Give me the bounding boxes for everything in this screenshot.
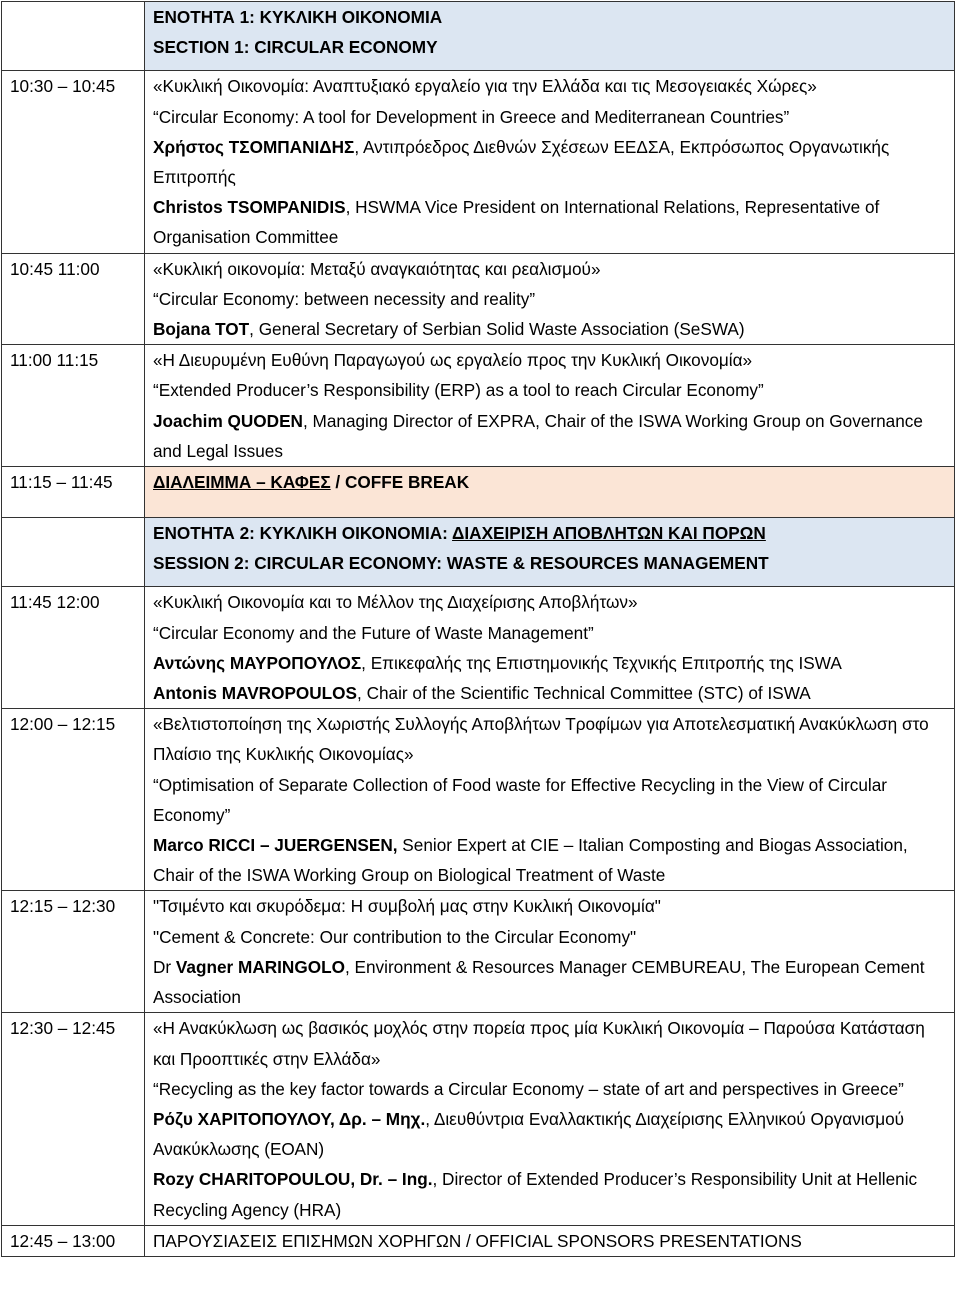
talk-title-gr: "Τσιμέντο και σκυρόδεμα: Η συμβολή μας στην Κυκλική Οικονομία"	[153, 896, 661, 917]
speaker-role: , Managing Director of EXPRA, Chair of the ISWA Working Group on Governance and Legal Issues	[153, 410, 923, 461]
speaker-prefix: Dr	[153, 956, 176, 977]
table-row	[2, 71, 955, 253]
table-row	[2, 345, 955, 467]
speaker-en	[153, 314, 946, 344]
talk-details	[145, 71, 955, 253]
talk-title-gr: «Κυκλική Οικονομία: Αναπτυξιακό εργαλείο για την Ελλάδα και τις Μεσογειακές Χώρες»	[153, 76, 817, 97]
talk-time: 10:45 11:00	[2, 253, 145, 345]
talk-time: 12:30 – 12:45	[2, 1013, 145, 1225]
talk-time: 12:00 – 12:15	[2, 709, 145, 891]
table-row	[2, 709, 955, 891]
section-title-en: SESSION 2: CIRCULAR ECONOMY: WASTE & RESOURCES MANAGEMENT	[153, 553, 769, 574]
section-header-row	[2, 2, 955, 71]
talk-title-en: "Cement & Concrete: Our contribution to the Circular Economy"	[153, 926, 637, 947]
sponsors-label: ΠΑΡΟΥΣΙΑΣΕΙΣ ΕΠΙΣΗΜΩΝ ΧΟΡΗΓΩΝ / OFFICIAL SPONSORS PRESENTATIONS	[145, 1225, 955, 1256]
speaker-en	[153, 830, 946, 890]
talk-title-en: “Extended Producer’s Responsibility (ERP) as a tool to reach Circular Economy”	[153, 380, 764, 401]
speaker-name: Marco RICCI – JUERGENSEN,	[153, 835, 398, 856]
coffee-break-row	[2, 467, 955, 518]
speaker-en	[153, 952, 946, 1012]
speaker-role: , Director of Extended Producer’s Responsibility Unit at Hellenic Recycling Agency (HRA)	[153, 1169, 918, 1220]
talk-title-en: “Optimisation of Separate Collection of Food waste for Effective Recycling in the View of Circular Economy”	[153, 774, 887, 825]
section-title-gr-a: ΕΝΟΤΗΤΑ 2: ΚΥΚΛΙΚΗ ΟΙΚΟΝΟΜΙΑ:	[153, 523, 453, 544]
talk-time: 10:30 – 10:45	[2, 71, 145, 253]
talk-details	[145, 345, 955, 467]
talk-details	[145, 1013, 955, 1225]
speaker-en	[153, 1164, 946, 1224]
speaker-gr	[153, 648, 946, 678]
talk-title-gr: «Η Διευρυμένη Ευθύνη Παραγωγού ως εργαλείο προς την Κυκλική Οικονομία»	[153, 350, 753, 371]
break-time: 11:15 – 11:45	[2, 467, 145, 518]
speaker-gr	[153, 132, 946, 192]
speaker-en	[153, 678, 946, 708]
programme-table	[1, 1, 955, 1257]
talk-title-gr: «Κυκλική Οικονομία και το Μέλλον της Διαχείρισης Αποβλήτων»	[153, 592, 638, 613]
speaker-role: , Διευθύντρια Εναλλακτικής Διαχείρισης Ελληνικού Οργανισμού Ανακύκλωσης (ΕΟΑΝ)	[153, 1108, 905, 1160]
speaker-name: Antonis MAVROPOULOS	[153, 683, 358, 704]
speaker-en	[153, 192, 946, 252]
talk-title-en: “Circular Economy: between necessity and reality”	[153, 288, 536, 309]
section-title-gr-b: ΔΙΑΧΕΙΡΙΣΗ ΑΠΟΒΛΗΤΩΝ ΚΑΙ ΠΟΡΩΝ	[452, 523, 766, 544]
coffee-break-label	[145, 467, 955, 518]
section-title-gr: ΕΝΟΤΗΤΑ 1: ΚΥΚΛΙΚΗ ΟΙΚΟΝΟΜΙΑ	[153, 7, 443, 27]
speaker-name: Joachim QUODEN	[153, 410, 303, 431]
talk-details	[145, 253, 955, 345]
section-title-en: SECTION 1: CIRCULAR ECONOMY	[153, 37, 438, 58]
speaker-en	[153, 406, 946, 466]
speaker-name: Rozy CHARITOPOULOU, Dr. – Ing.	[153, 1169, 433, 1190]
talk-title-gr: «Κυκλική οικονομία: Μεταξύ αναγκαιότητας και ρεαλισμού»	[153, 258, 601, 279]
table-row	[2, 587, 955, 709]
speaker-name: Αντώνης ΜΑΥΡΟΠΟΥΛΟΣ	[153, 652, 362, 673]
speaker-name: Χρήστος ΤΣΟΜΠΑΝΙΔΗΣ	[153, 136, 355, 157]
speaker-role: , Επικεφαλής της Επιστημονικής Τεχνικής Επιτροπής της ISWA	[361, 652, 842, 673]
table-row	[2, 253, 955, 345]
talk-details	[145, 891, 955, 1013]
break-label-en: COFFE BREAK	[344, 472, 470, 493]
section-title-cell	[145, 518, 955, 587]
talk-details	[145, 709, 955, 891]
time-cell	[2, 518, 145, 587]
talk-time: 11:45 12:00	[2, 587, 145, 709]
break-separator: /	[330, 472, 345, 493]
talk-title-gr: «Βελτιστοποίηση της Χωριστής Συλλογής Αποβλήτων Τροφίμων για Αποτελεσματική Ανακύκλωση στο Πλαίσιο της Κυκλικής Οικονομίας»	[153, 714, 929, 765]
talk-details	[145, 587, 955, 709]
talk-title-gr: «Η Ανακύκλωση ως βασικός μοχλός στην πορεία προς μία Κυκλική Οικονομία – Παρούσα Κατάσταση και Προοπτικές στην Ελλάδα»	[153, 1018, 925, 1069]
table-row	[2, 1013, 955, 1225]
talk-title-en: “Recycling as the key factor towards a Circular Economy – state of art and perspectives in Greece”	[153, 1078, 904, 1099]
time-cell	[2, 2, 145, 71]
speaker-role: , Chair of the Scientific Technical Committee (STC) of ISWA	[357, 683, 811, 704]
section-header-row	[2, 518, 955, 587]
break-label-gr: ΔΙΑΛΕΙΜΜΑ – ΚΑΦΕΣ	[153, 472, 331, 493]
speaker-role: , General Secretary of Serbian Solid Waste Association (SeSWA)	[249, 319, 745, 340]
speaker-role: , Environment & Resources Manager CEMBUREAU, The European Cement Association	[153, 956, 925, 1008]
sponsors-time: 12:45 – 13:00	[2, 1225, 145, 1256]
speaker-name: Ρόζυ ΧΑΡΙΤΟΠΟΥΛΟΥ, Δρ. – Μηχ.	[153, 1108, 426, 1129]
speaker-name: Vagner MARINGOLO	[175, 956, 345, 977]
talk-title-en: “Circular Economy and the Future of Waste Management”	[153, 622, 594, 643]
speaker-role: , HSWMA Vice President on International Relations, Representative of Organisation Committee	[153, 197, 880, 248]
talk-time: 12:15 – 12:30	[2, 891, 145, 1013]
section-title-cell	[145, 2, 955, 71]
sponsors-row	[2, 1225, 955, 1256]
speaker-name: Bojana TOT	[153, 319, 250, 340]
talk-time: 11:00 11:15	[2, 345, 145, 467]
speaker-name: Christos TSOMPANIDIS	[153, 197, 346, 218]
talk-title-en: “Circular Economy: A tool for Development in Greece and Mediterranean Countries”	[153, 106, 790, 127]
speaker-gr	[153, 1104, 946, 1164]
section-title-gr	[153, 518, 946, 548]
table-row	[2, 891, 955, 1013]
speaker-role: , Αντιπρόεδρος Διεθνών Σχέσεων ΕΕΔΣΑ, Εκπρόσωπος Οργανωτικής Επιτροπής	[153, 136, 890, 188]
speaker-role: Senior Expert at CIE – Italian Composting and Biogas Association, Chair of the ISWA Working Group on Biological Treatment of Waste	[153, 835, 908, 886]
